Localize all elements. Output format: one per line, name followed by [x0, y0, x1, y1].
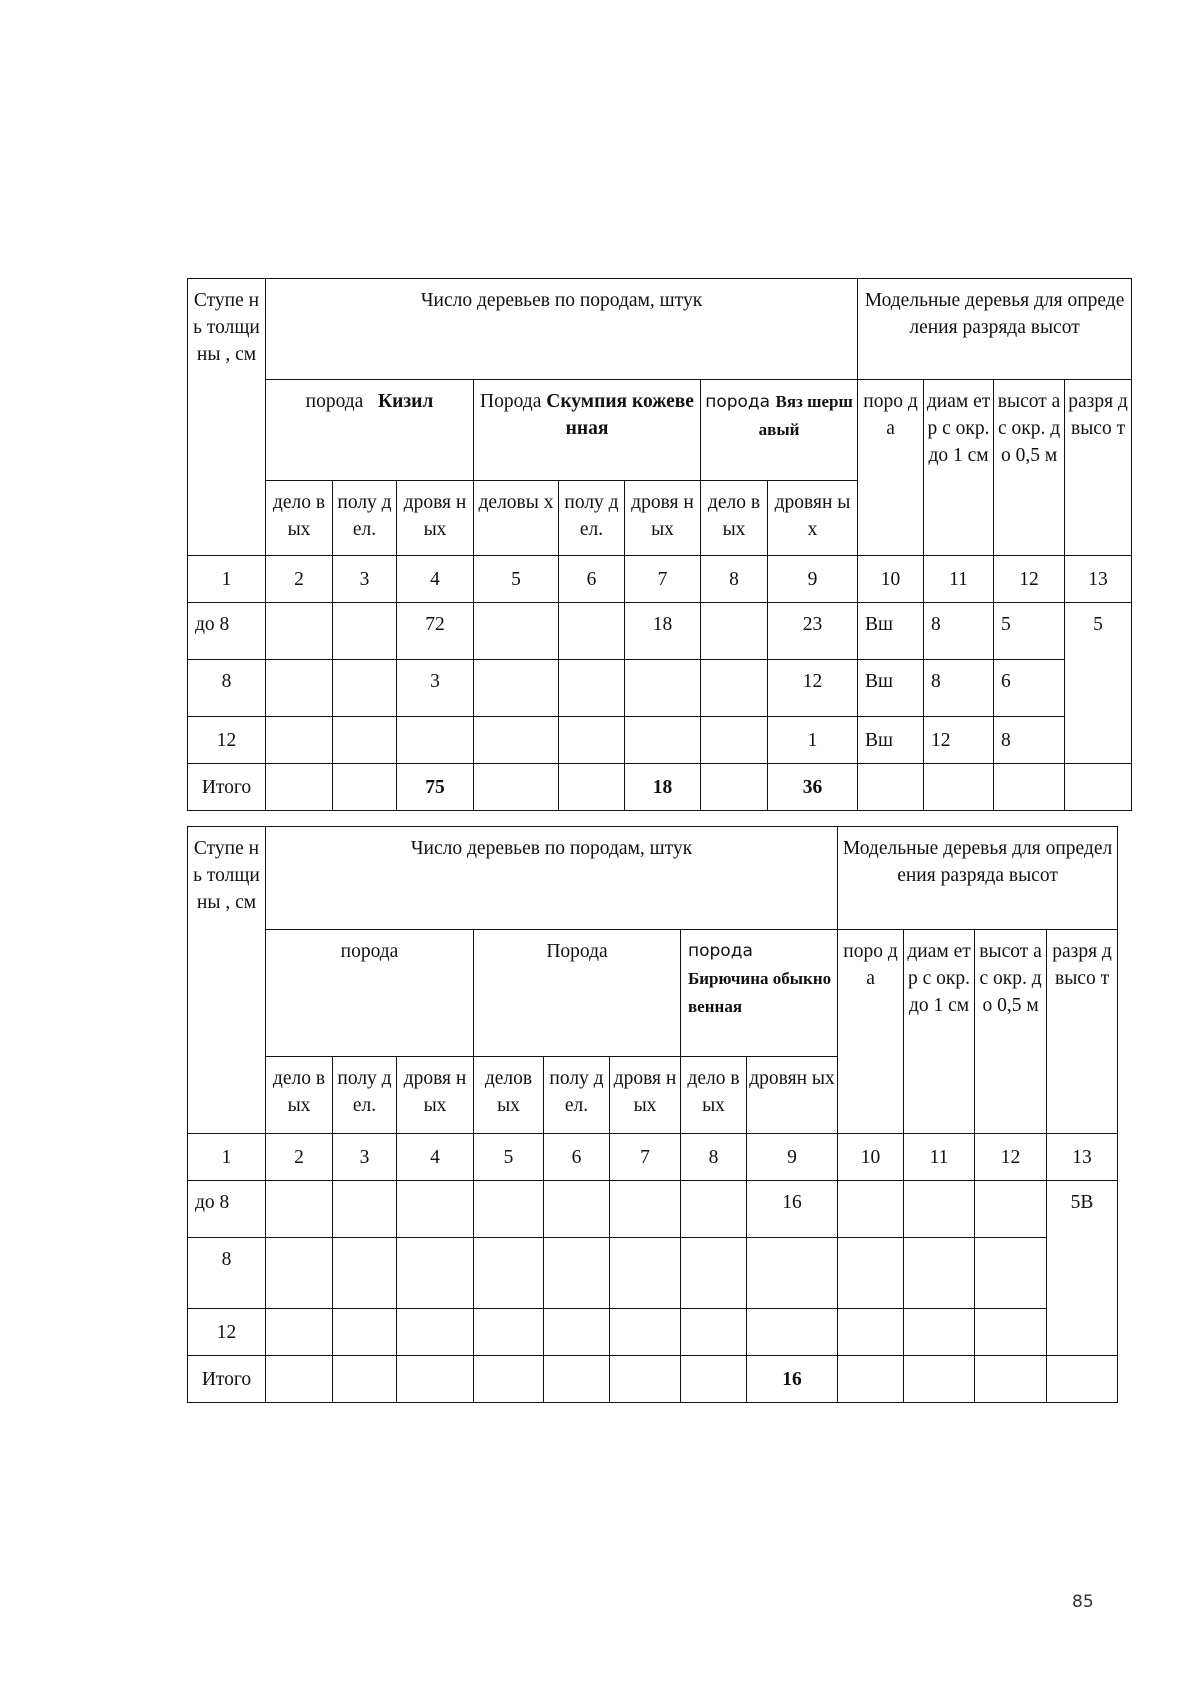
data-cell	[474, 660, 559, 717]
data-cell	[333, 1238, 397, 1309]
data-cell	[904, 1238, 975, 1309]
data-cell	[681, 1309, 747, 1356]
subheader-cell: делов ых	[474, 1057, 544, 1134]
data-cell	[625, 717, 701, 764]
header-model-species: поро да	[858, 380, 924, 556]
column-number: 4	[397, 1134, 474, 1181]
header-species-3: порода Бирючина обыкновенная	[681, 930, 838, 1057]
subheader-cell: дровя ных	[610, 1057, 681, 1134]
column-number: 6	[559, 556, 625, 603]
data-cell	[838, 1238, 904, 1309]
data-cell	[747, 1309, 838, 1356]
data-cell: 5	[994, 603, 1065, 660]
subheader-cell: полу дел.	[544, 1057, 610, 1134]
column-number: 3	[333, 556, 397, 603]
data-cell	[474, 1181, 544, 1238]
data-cell	[610, 1356, 681, 1403]
data-cell	[333, 660, 397, 717]
data-cell	[838, 1181, 904, 1238]
data-cell: 8	[924, 603, 994, 660]
total-row	[188, 764, 1132, 811]
data-cell	[544, 1238, 610, 1309]
header-model-height: высот а с окр. до 0,5 м	[994, 380, 1065, 556]
table-row	[188, 660, 1132, 717]
header-model-rank: разря д высо т	[1047, 930, 1118, 1134]
row-label: до 8	[188, 603, 266, 660]
table-row	[188, 1238, 1118, 1309]
data-cell: Вш	[858, 717, 924, 764]
column-number: 9	[768, 556, 858, 603]
subheader-cell: полу дел.	[333, 1057, 397, 1134]
data-cell	[559, 717, 625, 764]
data-cell	[975, 1309, 1047, 1356]
data-cell	[681, 1356, 747, 1403]
column-number: 3	[333, 1134, 397, 1181]
column-number: 6	[544, 1134, 610, 1181]
data-cell	[474, 1309, 544, 1356]
data-cell	[266, 603, 333, 660]
total-cell: 16	[747, 1356, 838, 1403]
data-cell	[975, 1238, 1047, 1309]
data-cell	[266, 1238, 333, 1309]
data-cell	[904, 1309, 975, 1356]
data-cell: 3	[397, 660, 474, 717]
header-thickness-step: Ступе нь толщи ны , см	[188, 279, 266, 556]
subheader-cell: дело вых	[701, 481, 768, 556]
column-number: 8	[681, 1134, 747, 1181]
header-thickness-step: Ступе нь толщи ны , см	[188, 827, 266, 1134]
header-species-3: порода Вяз шершавый	[701, 380, 858, 481]
data-cell	[994, 764, 1065, 811]
data-cell	[266, 1181, 333, 1238]
header-species-1: порода	[266, 930, 474, 1057]
data-cell	[610, 1181, 681, 1238]
data-cell	[266, 717, 333, 764]
data-cell	[838, 1356, 904, 1403]
column-number: 7	[610, 1134, 681, 1181]
data-cell: 1	[768, 717, 858, 764]
data-cell	[474, 717, 559, 764]
data-cell	[701, 764, 768, 811]
data-cell	[559, 764, 625, 811]
data-cell	[701, 660, 768, 717]
column-number: 5	[474, 1134, 544, 1181]
data-cell	[904, 1181, 975, 1238]
data-cell: 72	[397, 603, 474, 660]
data-cell: 12	[768, 660, 858, 717]
data-cell: 16	[747, 1181, 838, 1238]
data-cell	[397, 1181, 474, 1238]
column-number: 2	[266, 1134, 333, 1181]
subheader-cell: дровя ных	[397, 1057, 474, 1134]
column-number: 12	[994, 556, 1065, 603]
data-cell	[474, 1356, 544, 1403]
total-cell: 18	[625, 764, 701, 811]
header-model-rank: разря д высо т	[1065, 380, 1132, 556]
data-cell	[474, 603, 559, 660]
data-cell	[559, 660, 625, 717]
table-row	[188, 1181, 1118, 1238]
row-label: до 8	[188, 1181, 266, 1238]
data-cell	[904, 1356, 975, 1403]
data-cell	[975, 1356, 1047, 1403]
column-number: 2	[266, 556, 333, 603]
data-cell	[701, 603, 768, 660]
column-number: 12	[975, 1134, 1047, 1181]
total-label: Итого	[188, 764, 266, 811]
data-cell	[266, 660, 333, 717]
column-numbers-row	[188, 1134, 1118, 1181]
column-number: 10	[858, 556, 924, 603]
row-label: 12	[188, 717, 266, 764]
data-cell: 18	[625, 603, 701, 660]
data-cell	[1047, 1356, 1118, 1403]
data-cell: Вш	[858, 660, 924, 717]
data-cell	[333, 717, 397, 764]
column-number: 11	[924, 556, 994, 603]
data-cell	[397, 1356, 474, 1403]
data-cell: 12	[924, 717, 994, 764]
height-rank-value: 5В	[1047, 1181, 1118, 1356]
header-species-2: Порода	[474, 930, 681, 1057]
column-number: 10	[838, 1134, 904, 1181]
column-number: 11	[904, 1134, 975, 1181]
data-cell	[1065, 764, 1132, 811]
data-cell	[397, 717, 474, 764]
data-cell: 8	[994, 717, 1065, 764]
table-row	[188, 1309, 1118, 1356]
subheader-cell: полу дел.	[559, 481, 625, 556]
total-label: Итого	[188, 1356, 266, 1403]
header-model-species: поро да	[838, 930, 904, 1134]
data-cell	[397, 1238, 474, 1309]
data-cell	[474, 764, 559, 811]
table-row	[188, 603, 1132, 660]
row-label: 8	[188, 660, 266, 717]
column-number: 7	[625, 556, 701, 603]
column-number: 1	[188, 1134, 266, 1181]
subheader-cell: дровян ых	[747, 1057, 838, 1134]
data-cell: 6	[994, 660, 1065, 717]
data-cell	[333, 1181, 397, 1238]
data-cell	[266, 764, 333, 811]
height-rank-value: 5	[1065, 603, 1132, 764]
row-label: 8	[188, 1238, 266, 1309]
column-numbers-row	[188, 556, 1132, 603]
row-label: 12	[188, 1309, 266, 1356]
data-cell	[333, 764, 397, 811]
data-cell	[544, 1356, 610, 1403]
data-cell	[701, 717, 768, 764]
subheader-cell: полу дел.	[333, 481, 397, 556]
data-cell	[610, 1238, 681, 1309]
total-cell: 36	[768, 764, 858, 811]
data-cell	[838, 1309, 904, 1356]
data-cell: 8	[924, 660, 994, 717]
column-number: 5	[474, 556, 559, 603]
subheader-cell: дровя ных	[625, 481, 701, 556]
data-cell	[559, 603, 625, 660]
table-row	[188, 717, 1132, 764]
forest-table-2	[187, 826, 1118, 1403]
data-cell	[975, 1181, 1047, 1238]
total-row	[188, 1356, 1118, 1403]
column-number: 13	[1065, 556, 1132, 603]
data-cell	[681, 1181, 747, 1238]
data-cell: Вш	[858, 603, 924, 660]
data-cell	[544, 1309, 610, 1356]
data-cell	[924, 764, 994, 811]
subheader-cell: деловы х	[474, 481, 559, 556]
data-cell	[625, 660, 701, 717]
data-cell	[681, 1238, 747, 1309]
data-cell: 23	[768, 603, 858, 660]
data-cell	[397, 1309, 474, 1356]
header-tree-count: Число деревьев по породам, штук	[266, 827, 838, 930]
subheader-cell: дело вых	[681, 1057, 747, 1134]
subheader-cell: дело вых	[266, 1057, 333, 1134]
column-number: 1	[188, 556, 266, 603]
column-number: 4	[397, 556, 474, 603]
header-species-1: порода Кизил	[266, 380, 474, 481]
header-tree-count: Число деревьев по породам, штук	[266, 279, 858, 380]
data-cell	[333, 603, 397, 660]
subheader-cell: дровян ых	[768, 481, 858, 556]
data-cell	[610, 1309, 681, 1356]
forest-table-1	[187, 278, 1132, 811]
header-model-diameter: диам етр с окр. до 1 см	[904, 930, 975, 1134]
header-model-height: высот а с окр. до 0,5 м	[975, 930, 1047, 1134]
data-cell	[266, 1356, 333, 1403]
subheader-cell: дровя ных	[397, 481, 474, 556]
subheader-cell: дело вых	[266, 481, 333, 556]
header-model-diameter: диам етр с окр. до 1 см	[924, 380, 994, 556]
header-species-2: Порода Скумпия кожевенная	[474, 380, 701, 481]
data-cell	[333, 1309, 397, 1356]
column-number: 13	[1047, 1134, 1118, 1181]
data-cell	[333, 1356, 397, 1403]
data-cell	[747, 1238, 838, 1309]
data-cell	[266, 1309, 333, 1356]
header-model-trees: Модельные деревья для определения разряда высот	[858, 279, 1132, 380]
column-number: 9	[747, 1134, 838, 1181]
header-model-trees: Модельные деревья для определения разряда высот	[838, 827, 1118, 930]
data-cell	[544, 1181, 610, 1238]
page-number: 85	[1072, 1592, 1094, 1612]
data-cell	[858, 764, 924, 811]
column-number: 8	[701, 556, 768, 603]
total-cell: 75	[397, 764, 474, 811]
data-cell	[474, 1238, 544, 1309]
